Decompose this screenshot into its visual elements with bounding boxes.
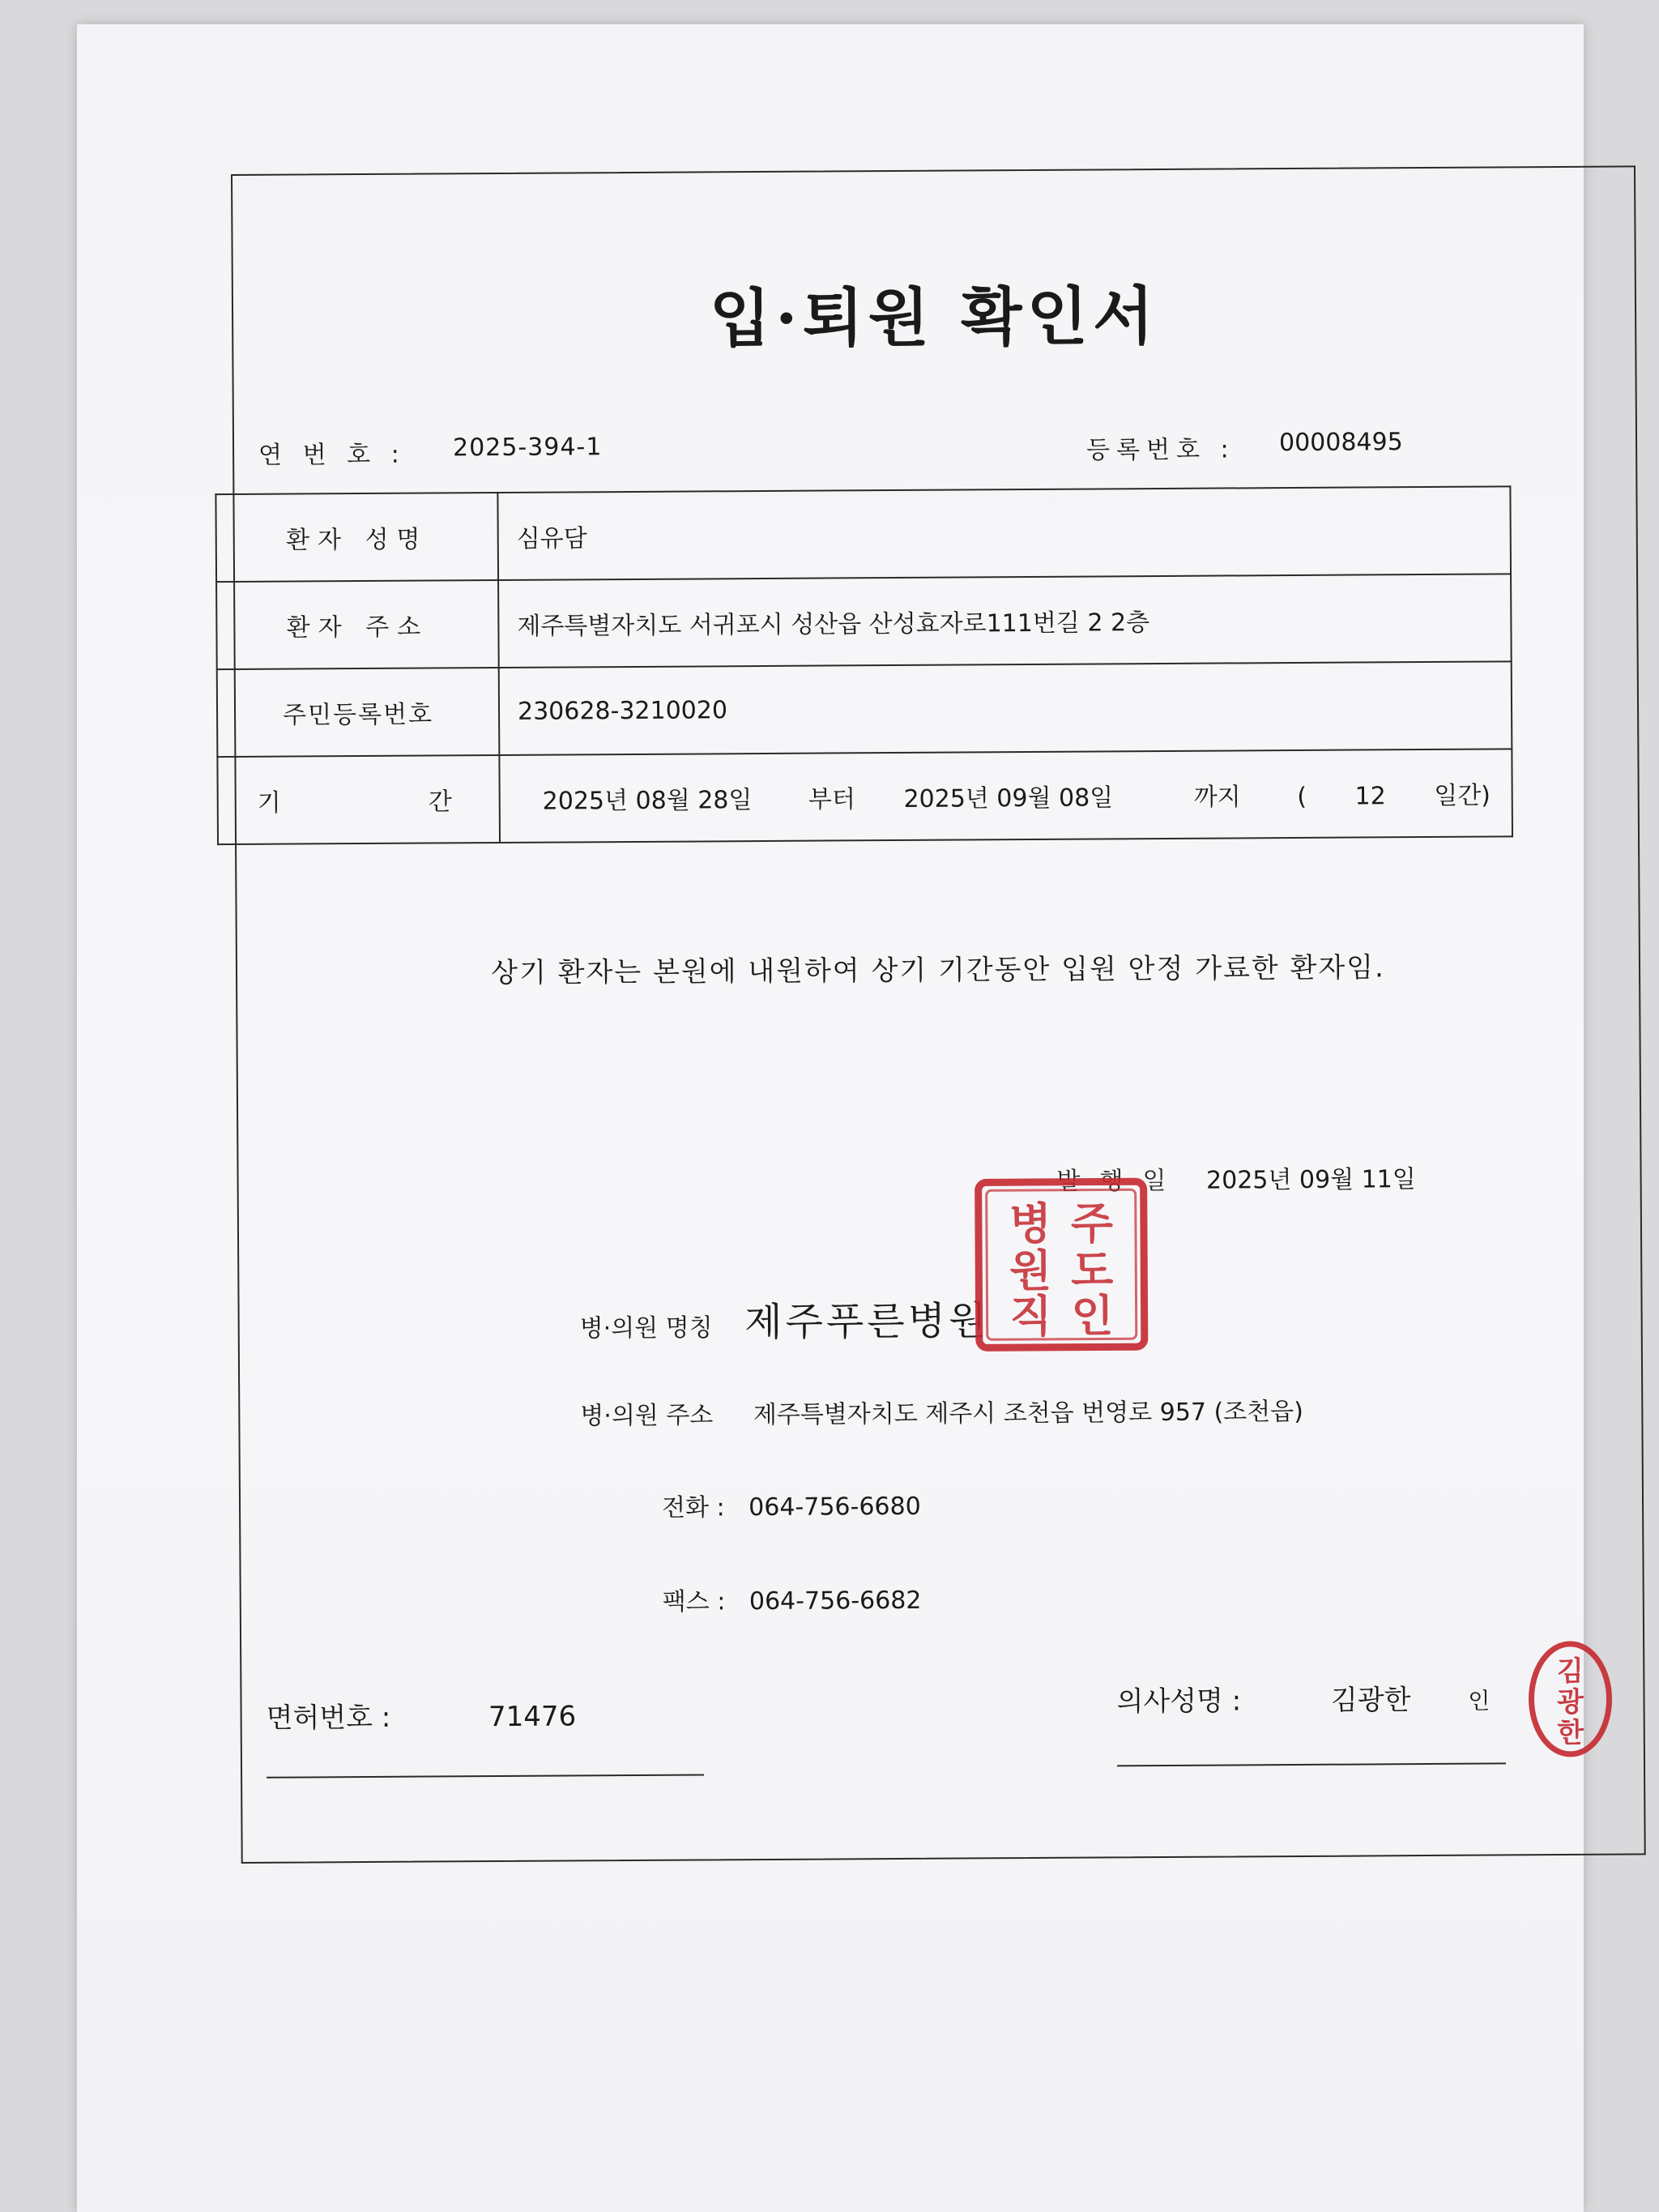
patient-id-label: 주민등록번호 xyxy=(217,668,500,757)
license-label: 면허번호 : xyxy=(266,1701,391,1735)
period-value xyxy=(499,749,1512,843)
hospital-fax-value: 064-756-6682 xyxy=(748,1586,922,1616)
confirmation-statement: 상기 환자는 본원에 내원하여 상기 기간동안 입원 안정 가료한 환자임. xyxy=(491,951,1385,990)
table-row xyxy=(215,486,1511,582)
hospital-fax-row xyxy=(663,1580,922,1617)
license-value: 71476 xyxy=(488,1700,577,1734)
table-row xyxy=(216,574,1512,669)
hospital-address-row xyxy=(580,1391,1303,1431)
period-start: 2025년 08월 28일 xyxy=(542,786,753,816)
serial-value: 2025-394-1 xyxy=(452,433,603,463)
hospital-address-label: 병·의원 주소 xyxy=(580,1401,714,1431)
patient-name-label: 환자 성명 xyxy=(215,493,498,582)
svg-text:원: 원 xyxy=(1009,1244,1052,1297)
patient-id-value: 230628-3210020 xyxy=(499,661,1512,755)
period-days-open: ( xyxy=(1297,782,1307,811)
doctor-row xyxy=(1116,1677,1490,1719)
license-row xyxy=(266,1693,576,1735)
svg-text:인: 인 xyxy=(1071,1289,1114,1342)
period-end: 2025년 09월 08일 xyxy=(903,784,1114,813)
doctor-name: 김광한 xyxy=(1330,1684,1411,1717)
patient-address-label: 환자 주소 xyxy=(216,580,499,669)
hospital-fax-label: 팩스 : xyxy=(662,1587,726,1616)
period-until-word: 까지 xyxy=(1193,783,1241,812)
doctor-label: 의사성명 : xyxy=(1116,1685,1242,1719)
svg-text:도: 도 xyxy=(1071,1244,1114,1296)
period-days-count: 12 xyxy=(1354,782,1386,811)
table-row xyxy=(217,749,1512,844)
document-paper xyxy=(77,24,1584,2212)
issue-date-value: 2025년 09월 11일 xyxy=(1206,1165,1416,1195)
svg-text:김: 김 xyxy=(1556,1655,1584,1689)
hospital-phone-value: 064-756-6680 xyxy=(748,1492,921,1522)
hospital-address-value: 제주특별자치도 제주시 조천읍 번영로 957 (조천읍) xyxy=(753,1397,1303,1430)
registration-value: 00008495 xyxy=(1278,428,1403,458)
svg-text:주: 주 xyxy=(1070,1197,1114,1249)
svg-text:광: 광 xyxy=(1556,1685,1584,1719)
issue-date-label: 발행일 xyxy=(1056,1166,1186,1196)
patient-info-table xyxy=(215,485,1513,845)
document-frame xyxy=(231,165,1646,1864)
hospital-phone-row xyxy=(662,1486,921,1523)
doctor-seal-mark: 인 xyxy=(1468,1687,1491,1715)
header-row xyxy=(234,426,1636,476)
svg-text:한: 한 xyxy=(1557,1716,1584,1750)
registration-label: 등록번호 : xyxy=(1085,435,1235,465)
period-label: 기 간 xyxy=(217,755,500,844)
doctor-seal-stamp xyxy=(1525,1638,1615,1761)
svg-text:병: 병 xyxy=(1009,1197,1052,1250)
patient-address-value: 제주특별자치도 서귀포시 성산읍 산성효자로111번길 2 2층 xyxy=(498,574,1512,668)
hospital-name-value: 제주푸른병원 xyxy=(744,1298,990,1346)
hospital-phone-label: 전화 : xyxy=(661,1493,725,1522)
license-underline xyxy=(267,1774,704,1778)
hospital-name-label: 병·의원 명칭 xyxy=(579,1313,713,1343)
hospital-seal-stamp xyxy=(972,1175,1151,1354)
doctor-underline xyxy=(1117,1762,1506,1766)
svg-text:직: 직 xyxy=(1009,1289,1052,1343)
period-from-word: 부터 xyxy=(808,785,856,814)
document-title: 입·퇴원 확인서 xyxy=(709,280,1159,357)
period-days-close: 일간) xyxy=(1434,781,1491,810)
hospital-name-row xyxy=(579,1289,989,1347)
table-row xyxy=(217,661,1512,757)
serial-label: 연 번 호 : xyxy=(258,440,406,470)
patient-name-value: 심유담 xyxy=(497,486,1511,580)
